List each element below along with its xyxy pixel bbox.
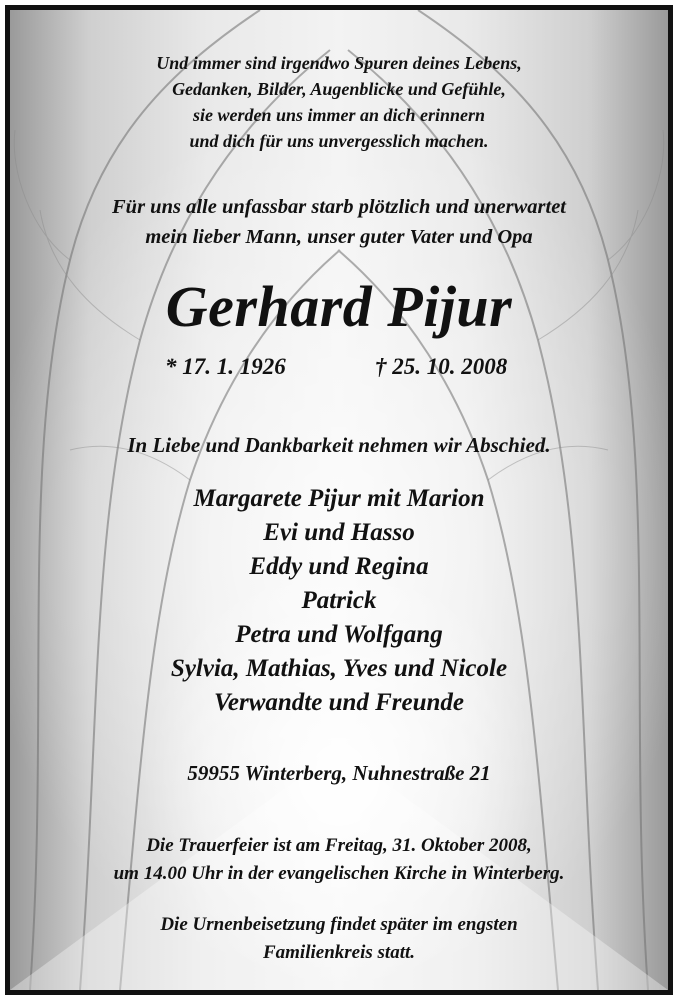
mourner-entry: Patrick <box>301 587 377 614</box>
funeral-service-info <box>10 832 668 888</box>
mourner-entry: Sylvia, Mathias, Yves und Nicole <box>170 655 508 682</box>
announcement-line: Für uns alle unfassbar starb plötzlich und unerwartet <box>112 196 566 218</box>
burial-line: Die Urnenbeisetzung findet später im engsten <box>160 914 518 935</box>
farewell-line: In Liebe und Dankbarkeit nehmen wir Abschied. <box>127 433 551 457</box>
ceremony-line: um 14.00 Uhr in der evangelischen Kirche in Winterberg. <box>113 863 565 884</box>
memorial-poem <box>10 50 668 154</box>
mourners-list <box>10 482 668 720</box>
ceremony-line: Die Trauerfeier ist am Freitag, 31. Oktober 2008, <box>146 835 532 856</box>
urn-burial-info <box>10 911 668 967</box>
death-announcement <box>10 192 668 252</box>
mourner-entry: Evi und Hasso <box>263 519 415 546</box>
deceased-name: Gerhard Pijur <box>165 274 513 339</box>
poem-line: Gedanken, Bilder, Augenblicke und Gefühle, <box>172 79 506 99</box>
mourner-entry: Margarete Pijur mit Marion <box>193 485 485 512</box>
mourner-entry: Verwandte und Freunde <box>213 689 465 716</box>
poem-line: sie werden uns immer an dich erinnern <box>192 105 486 125</box>
mourner-entry: Eddy und Regina <box>249 553 429 580</box>
burial-line: Familienkreis statt. <box>262 942 416 963</box>
mourner-entry: Petra und Wolfgang <box>235 621 443 648</box>
life-dates <box>10 354 668 386</box>
announcement-line: mein lieber Mann, unser guter Vater und Opa <box>145 226 533 248</box>
obituary-notice <box>5 5 673 995</box>
death-date: † 25. 10. 2008 <box>375 354 508 379</box>
poem-line: Und immer sind irgendwo Spuren deines Lebens, <box>156 53 522 73</box>
family-address: 59955 Winterberg, Nuhnestraße 21 <box>187 761 491 785</box>
birth-date: * 17. 1. 1926 <box>165 354 286 379</box>
poem-line: und dich für uns unvergesslich machen. <box>189 131 489 151</box>
